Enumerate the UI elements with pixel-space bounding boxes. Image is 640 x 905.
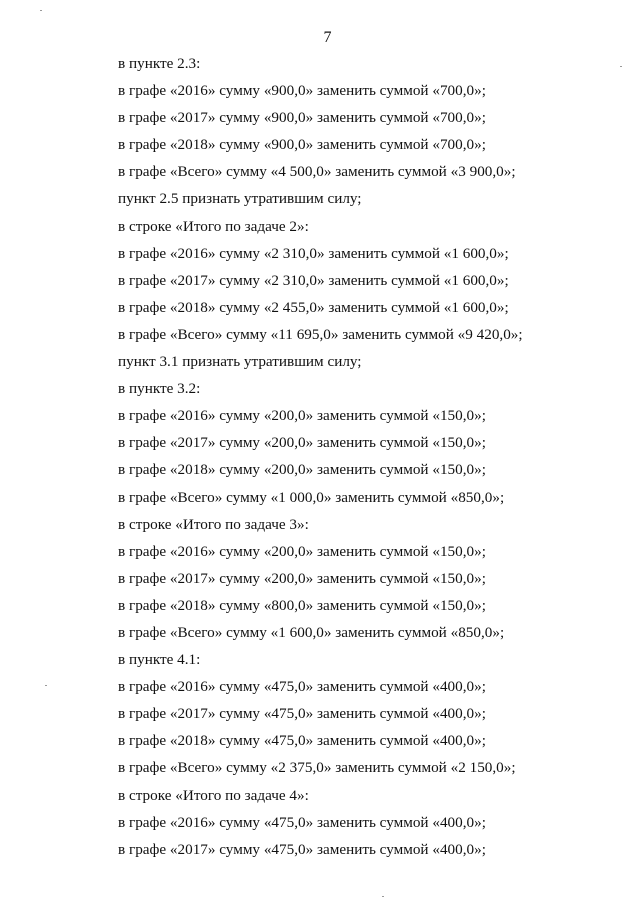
document-line: в графе «2018» сумму «2 455,0» заменить суммой «1 600,0»;: [118, 298, 509, 316]
document-line: в графе «2017» сумму «475,0» заменить суммой «400,0»;: [118, 705, 486, 723]
document-line: в графе «Всего» сумму «1 600,0» заменить суммой «850,0»;: [118, 623, 505, 641]
document-line: в графе «Всего» сумму «11 695,0» заменить суммой «9 420,0»;: [118, 325, 523, 343]
document-line: в строке «Итого по задаче 2»:: [118, 217, 309, 235]
document-line: в графе «2018» сумму «200,0» заменить суммой «150,0»;: [118, 461, 486, 479]
document-line: в графе «2017» сумму «900,0» заменить суммой «700,0»;: [118, 109, 486, 127]
document-line: в графе «2017» сумму «200,0» заменить суммой «150,0»;: [118, 569, 486, 587]
document-line: в графе «Всего» сумму «1 000,0» заменить суммой «850,0»;: [118, 488, 505, 506]
document-line: пункт 3.1 признать утратившим силу;: [118, 353, 362, 371]
document-line: в графе «2017» сумму «200,0» заменить суммой «150,0»;: [118, 434, 486, 452]
document-line: в графе «2018» сумму «900,0» заменить суммой «700,0»;: [118, 136, 486, 154]
document-line: в пункте 3.2:: [118, 380, 201, 398]
document-line: в графе «2016» сумму «200,0» заменить суммой «150,0»;: [118, 407, 486, 425]
document-line: в графе «Всего» сумму «4 500,0» заменить суммой «3 900,0»;: [118, 163, 516, 181]
scan-speck: [45, 685, 47, 686]
document-line: в графе «2018» сумму «475,0» заменить суммой «400,0»;: [118, 732, 486, 750]
page-number: 7: [323, 29, 332, 46]
document-line: в графе «2016» сумму «475,0» заменить суммой «400,0»;: [118, 678, 486, 696]
scan-speck: [40, 10, 42, 11]
scan-speck: [620, 66, 622, 67]
document-line: в строке «Итого по задаче 4»:: [118, 786, 309, 804]
document-line: в графе «2017» сумму «475,0» заменить суммой «400,0»;: [118, 840, 486, 858]
scan-speck: [382, 896, 384, 897]
document-line: в пункте 4.1:: [118, 651, 201, 669]
document-line: в строке «Итого по задаче 3»:: [118, 515, 309, 533]
document-line: в графе «2016» сумму «200,0» заменить суммой «150,0»;: [118, 542, 486, 560]
amendment-lines: [118, 50, 523, 863]
document-line: в графе «2016» сумму «900,0» заменить суммой «700,0»;: [118, 82, 486, 100]
document-line: в пункте 2.3:: [118, 55, 201, 72]
document-line: в графе «2017» сумму «2 310,0» заменить суммой «1 600,0»;: [118, 271, 509, 289]
document-line: в графе «Всего» сумму «2 375,0» заменить суммой «2 150,0»;: [118, 759, 516, 777]
document-line: в графе «2016» сумму «475,0» заменить суммой «400,0»;: [118, 813, 486, 831]
document-line: пункт 2.5 признать утратившим силу;: [118, 190, 362, 208]
document-line: в графе «2016» сумму «2 310,0» заменить суммой «1 600,0»;: [118, 244, 509, 262]
document-line: в графе «2018» сумму «800,0» заменить суммой «150,0»;: [118, 596, 486, 614]
